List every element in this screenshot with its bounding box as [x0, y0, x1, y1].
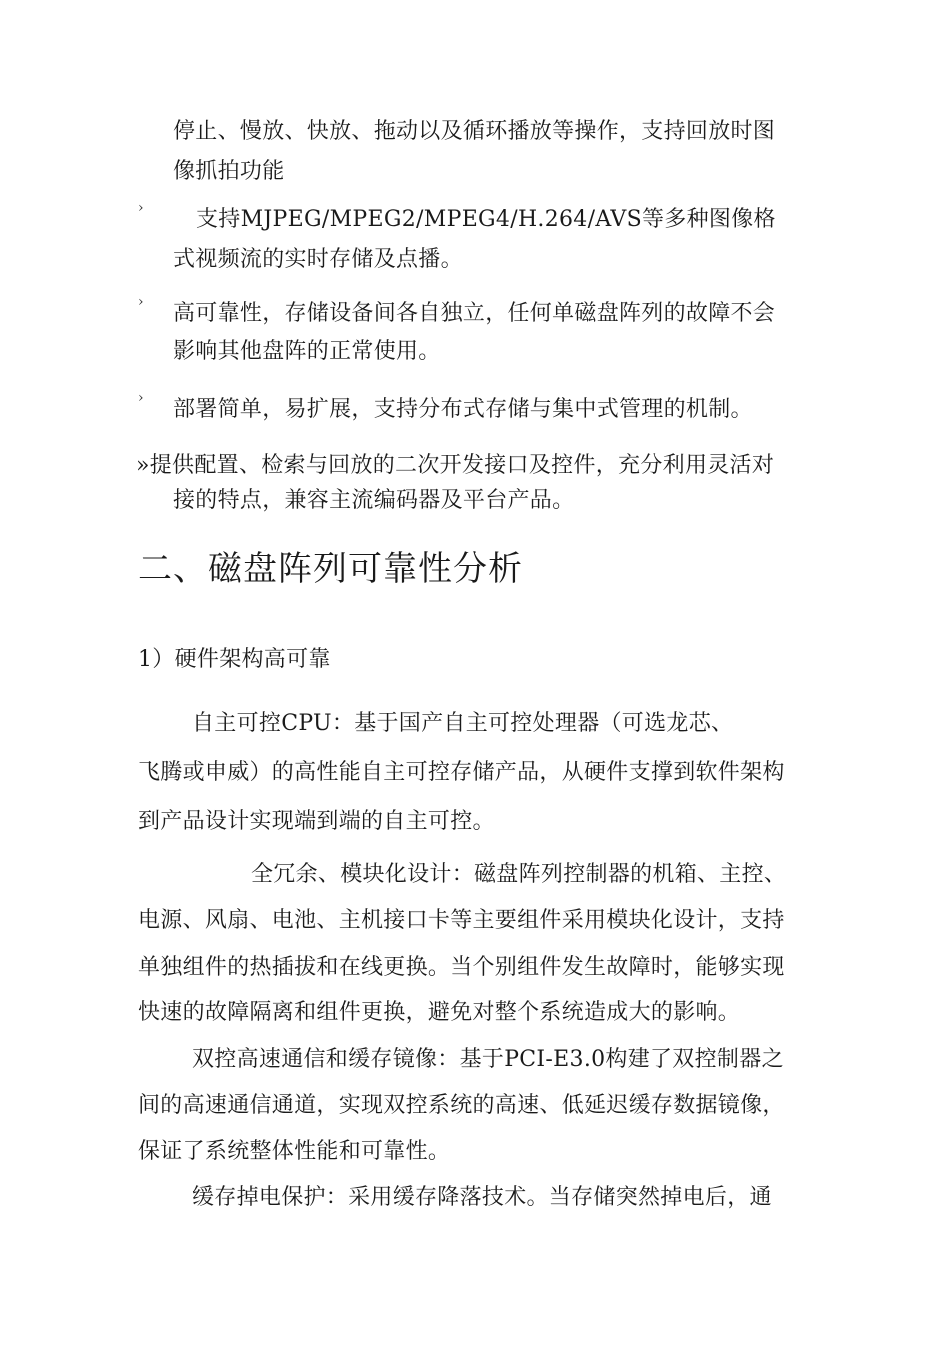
section-heading: 二、磁盘阵列可靠性分析	[138, 549, 523, 589]
bullet-text-line: 式视频流的实时存储及点播。	[173, 247, 463, 272]
subheading: 1）硬件架构高可靠	[138, 647, 331, 672]
paragraph-line: 缓存掉电保护：采用缓存降落技术。当存储突然掉电后，通	[192, 1185, 772, 1210]
paragraph-line: 到产品设计实现端到端的自主可控。	[138, 809, 495, 834]
paragraph-line: 单独组件的热插拔和在线更换。当个别组件发生故障时，能够实现	[138, 955, 785, 980]
bullet-marker-icon: ›	[138, 294, 144, 310]
paragraph-line: 全冗余、模块化设计：磁盘阵列控制器的机箱、主控、	[251, 862, 787, 887]
paragraph-line: 自主可控CPU：基于国产自主可控处理器（可选龙芯、	[192, 711, 734, 736]
bullet-text-line: 接的特点，兼容主流编码器及平台产品。	[173, 488, 575, 513]
paragraph-line: 飞腾或申威）的高性能自主可控存储产品，从硬件支撑到软件架构	[138, 760, 785, 785]
bullet-text-line: »提供配置、检索与回放的二次开发接口及控件，充分利用灵活对	[136, 453, 775, 478]
paragraph-line: 间的高速通信通道，实现双控系统的高速、低延迟缓存数据镜像，	[138, 1093, 785, 1118]
paragraph-line: 电源、风扇、电池、主机接口卡等主要组件采用模块化设计，支持	[138, 908, 785, 933]
bullet-text-line: 支持MJPEG/MPEG2/MPEG4/H.264/AVS等多种图像格	[196, 207, 776, 232]
bullet-text-line: 部署简单，易扩展，支持分布式存储与集中式管理的机制。	[173, 397, 753, 422]
bullet-text-line: 高可靠性，存储设备间各自独立，任何单磁盘阵列的故障不会	[173, 301, 776, 326]
bullet-text-line: 影响其他盘阵的正常使用。	[173, 339, 441, 364]
bullet-text-line: 停止、慢放、快放、拖动以及循环播放等操作，支持回放时图	[173, 119, 776, 144]
paragraph-line: 保证了系统整体性能和可靠性。	[138, 1139, 451, 1164]
bullet-marker-icon: ›	[138, 200, 144, 216]
bullet-text-line: 像抓拍功能	[173, 159, 285, 184]
paragraph-line: 双控高速通信和缓存镜像：基于PCI-E3.0构建了双控制器之	[192, 1047, 784, 1072]
paragraph-line: 快速的故障隔离和组件更换，避免对整个系统造成大的影响。	[138, 1000, 741, 1025]
bullet-marker-icon: ›	[138, 390, 144, 406]
